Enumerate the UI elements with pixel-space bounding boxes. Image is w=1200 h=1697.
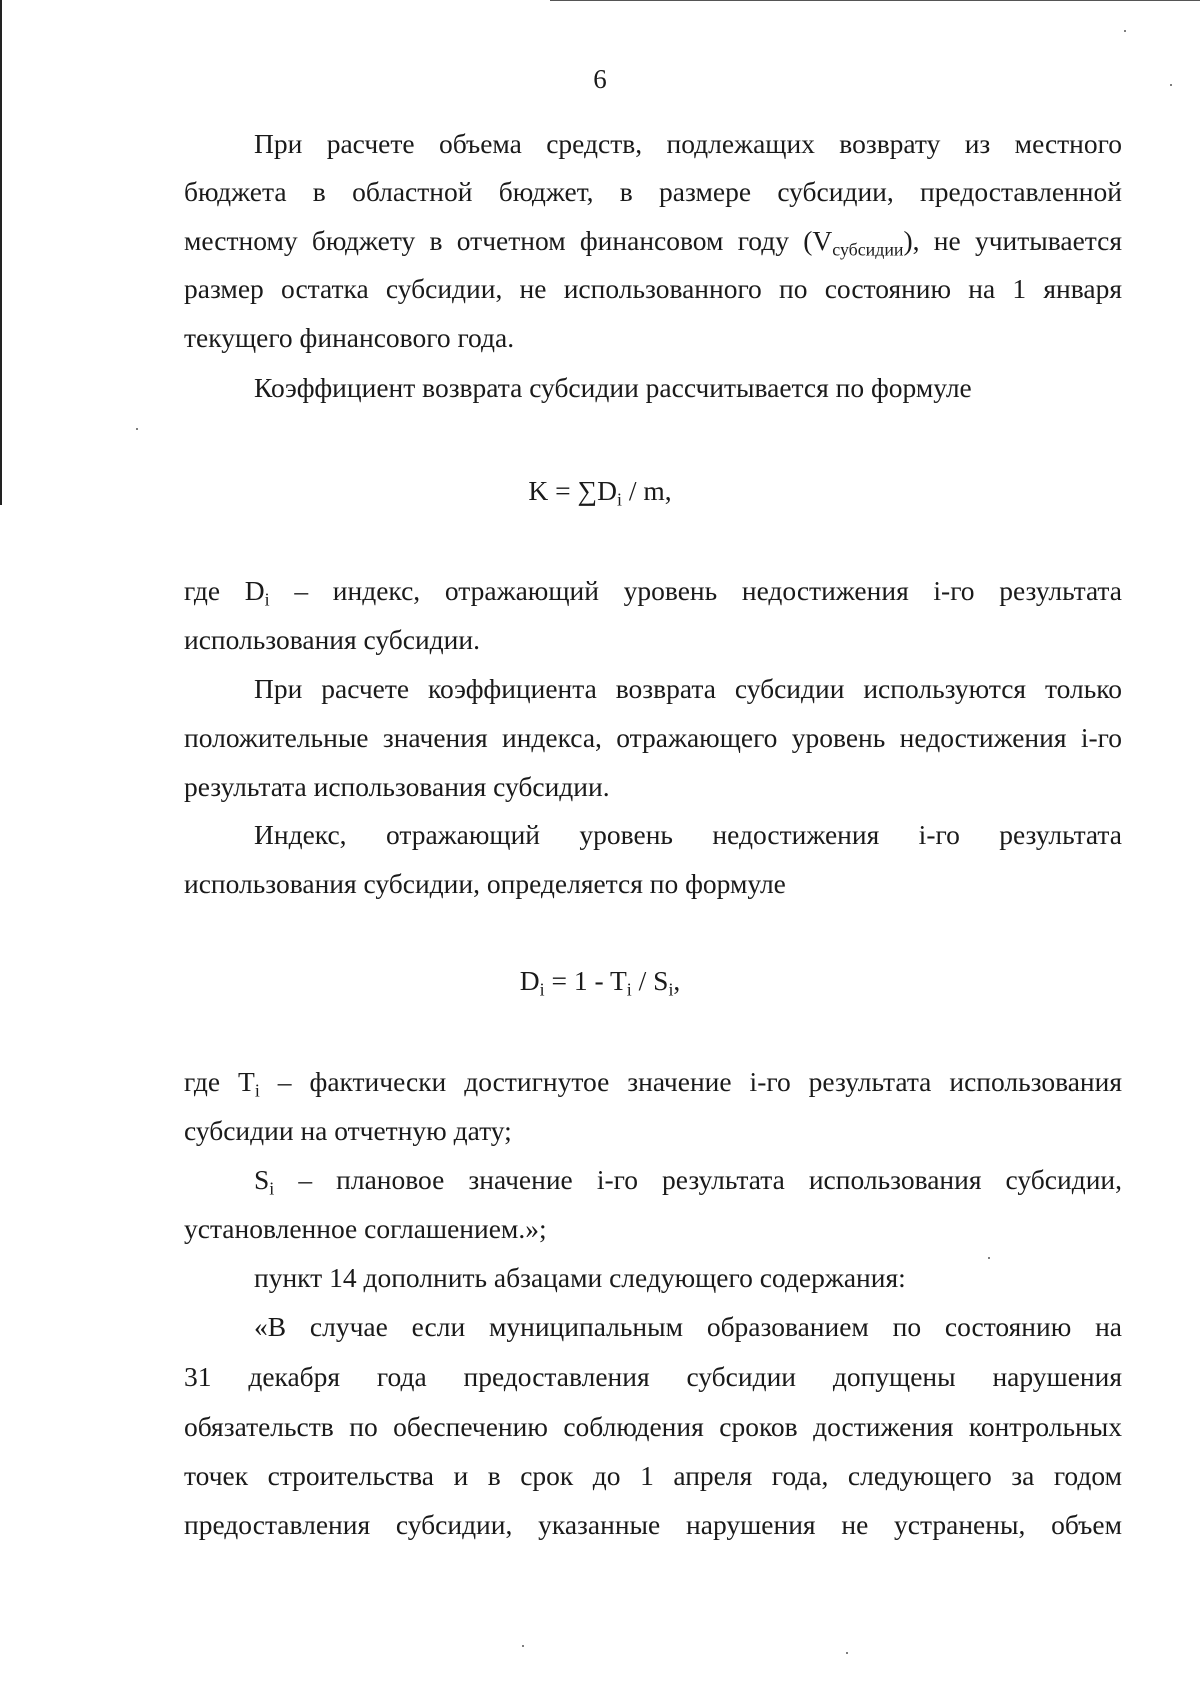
text-run: – плановое значение i-го результата использования субсидии, [274,1164,1122,1195]
paragraph-1-line-1: При расчете объема средств, подлежащих возврату из местного [254,128,1122,159]
subscript: i [264,589,270,610]
paragraph-1-line-5: текущего финансового года. [184,322,515,353]
subscript: i [539,979,545,1000]
paragraph-7-line-2: установленное соглашением.»; [184,1213,547,1244]
scan-speck [136,428,138,430]
text-run: S [254,1164,270,1195]
paragraph-1-line-2: бюджета в областной бюджет, в размере субсидии, предоставленной [184,176,1122,207]
paragraph-6-line-2: субсидии на отчетную дату; [184,1115,512,1146]
formula-text: K = ∑D [528,475,617,506]
subscript: i [616,489,622,510]
formula-text: , [673,965,681,996]
paragraph-9-line-2: 31 декабря года предоставления субсидии допущены нарушения [184,1361,1122,1392]
scan-speck [522,1645,524,1647]
paragraph-9-line-5: предоставления субсидии, указанные нарушения не устранены, объем [184,1509,1122,1540]
paragraph-4-line-2: положительные значения индекса, отражающего уровень недостижения i-го [184,722,1122,753]
scan-speck [846,1652,848,1654]
paragraph-8: пункт 14 дополнить абзацами следующего содержания: [254,1262,906,1293]
subscript: i [269,1178,275,1199]
paragraph-9-line-3: обязательств по обеспечению соблюдения сроков достижения контрольных [184,1411,1122,1442]
subscript: субсидии [832,239,904,260]
paragraph-1-line-4: размер остатка субсидии, не использованного по состоянию на 1 января [184,273,1122,304]
paragraph-4-line-1: При расчете коэффициента возврата субсидии используются только [254,673,1122,704]
text-run: местному бюджету в отчетном финансовом году (V [184,225,833,256]
paragraph-5-line-2: использования субсидии, определяется по формуле [184,868,786,899]
formula-text: / m, [621,475,672,506]
text-run: – фактически достигнутое значение i-го результата использования [259,1066,1123,1097]
subscript: i [254,1080,260,1101]
scan-speck [1124,30,1126,32]
paragraph-3-line-1 [184,575,1122,610]
paragraph-6-line-1 [184,1066,1123,1101]
paragraph-1-line-3 [184,225,1122,260]
paragraph-9-line-4: точек строительства и в срок до 1 апреля года, следующего за годом [184,1460,1122,1491]
formula-text: = 1 - T [544,965,627,996]
scan-speck [988,1257,990,1259]
text-run: где T [184,1066,255,1097]
formula-d [0,965,1200,1000]
paragraph-9-line-1: «В случае если муниципальным образованием по состоянию на [254,1311,1122,1342]
formula-text: / S [631,965,669,996]
formula-text: D [519,965,540,996]
subscript: i [668,979,674,1000]
text-run: ), не учитывается [903,225,1122,256]
paragraph-4-line-3: результата использования субсидии. [184,771,610,802]
paragraph-5-line-1: Индекс, отражающий уровень недостижения i-го результата [254,819,1122,850]
text-run: – индекс, отражающий уровень недостижения i-го результата [269,575,1122,606]
formula-k [0,475,1200,510]
paragraph-7-line-1 [254,1164,1122,1199]
scan-top-edge [550,0,1200,1]
subscript: i [626,979,632,1000]
paragraph-3-line-2: использования субсидии. [184,624,480,655]
page-number: 6 [593,64,607,94]
text-run: где D [184,575,265,606]
paragraph-2: Коэффициент возврата субсидии рассчитывается по формуле [254,372,972,403]
scan-speck [1170,84,1172,86]
